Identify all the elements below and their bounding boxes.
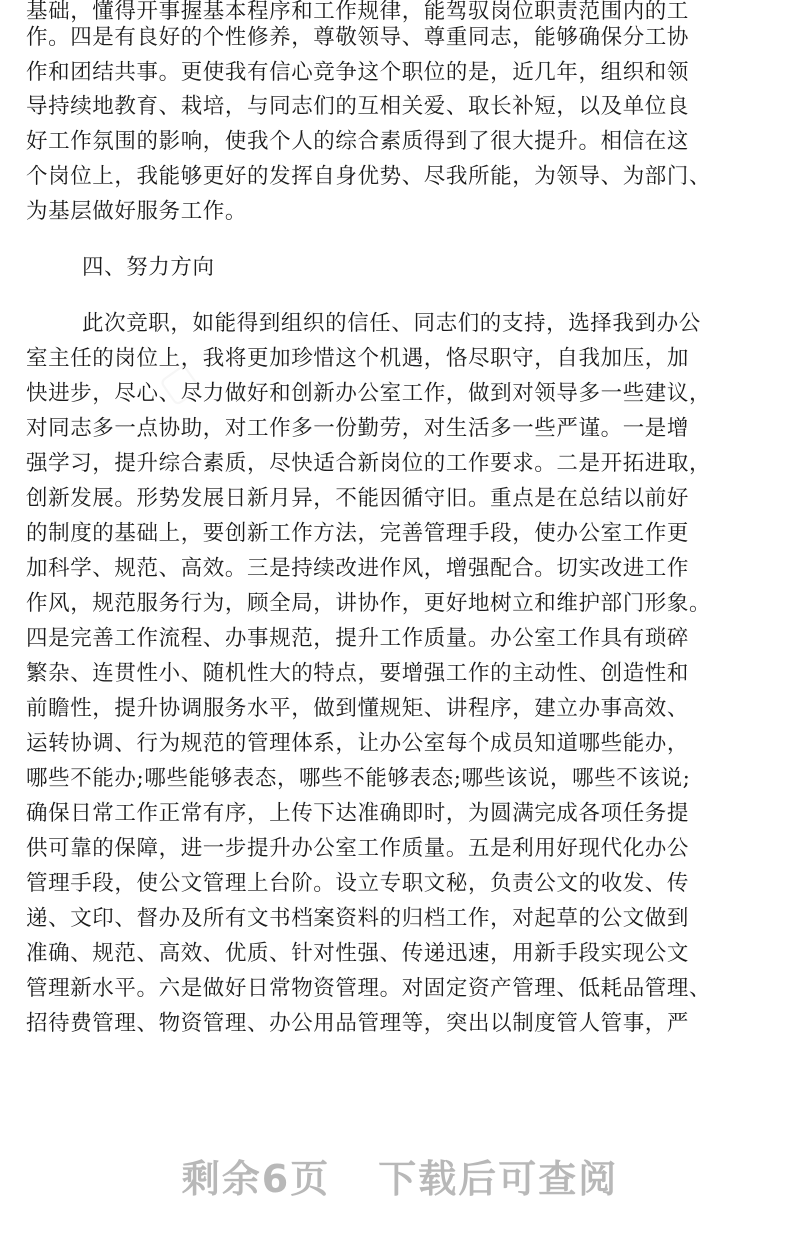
text-line: 作风，规范服务行为，顾全局，讲协作，更好地树立和维护部门形象。 [26,591,712,616]
text-line: 管理新水平。六是做好日常物资管理。对固定资产管理、低耗品管理、 [26,976,712,1001]
section-heading: 四、努力方向 [82,255,215,280]
text-line: 好工作氛围的影响，使我个人的综合素质得到了很大提升。相信在这 [26,129,690,154]
text-line: 确保日常工作正常有序，上传下达准确即时，为圆满完成各项任务提 [26,801,690,826]
text-line: 管理手段，使公文管理上台阶。设立专职文秘，负责公文的收发、传 [26,871,690,896]
text-line: 强学习，提升综合素质，尽快适合新岗位的工作要求。二是开拓进取， [26,451,712,476]
text-line: 作和团结共事。更使我有信心竞争这个职位的是，近几年，组织和领 [26,60,690,85]
text-line: 个岗位上，我能够更好的发挥自身优势、尽我所能，为领导、为部门、 [26,164,712,189]
text-line: 基础，懂得开事握基本程序和工作规律，能驾驭岗位职责范围内的工 [26,0,690,24]
text-line: 递、文印、督办及所有文书档案资料的归档工作，对起草的公文做到 [26,906,690,931]
text-line: 的制度的基础上，要创新工作方法，完善管理手段，使办公室工作更 [26,521,690,546]
download-hint-label: 下载后可查阅 [378,1157,619,1201]
remaining-pages-label: 剩余6页 [181,1157,331,1201]
text-line: 哪些不能办;哪些能够表态，哪些不能够表态;哪些该说，哪些不该说; [26,766,691,791]
text-line: 四是完善工作流程、办事规范，提升工作质量。办公室工作具有琐碎 [26,626,690,651]
text-line: 运转协调、行为规范的管理体系，让办公室每个成员知道哪些能办， [26,731,690,756]
text-line: 此次竞职，如能得到组织的信任、同志们的支持，选择我到办公 [82,311,701,336]
text-line: 招待费管理、物资管理、办公用品管理等，突出以制度管人管事，严 [26,1011,690,1036]
text-line: 对同志多一点协助，对工作多一份勤劳，对生活多一些严谨。一是增 [26,416,690,441]
text-line: 导持续地教育、栽培，与同志们的互相关爱、取长补短，以及单位良 [26,94,690,119]
text-line: 供可靠的保障，进一步提升办公室工作质量。五是利用好现代化办公 [26,836,690,861]
text-line: 加科学、规范、高效。三是持续改进作风，增强配合。切实改进工作 [26,556,690,581]
text-line: 前瞻性，提升协调服务水平，做到懂规矩、讲程序，建立办事高效、 [26,696,690,721]
text-line: 准确、规范、高效、优质、针对性强、传递迅速，用新手段实现公文 [26,941,690,966]
text-line: 快进步，尽心、尽力做好和创新办公室工作，做到对领导多一些建议， [26,381,712,406]
text-line: 为基层做好服务工作。 [26,199,248,224]
text-line: 创新发展。形势发展日新月异，不能因循守旧。重点是在总结以前好 [26,486,690,511]
text-line: 繁杂、连贯性小、随机性大的特点，要增强工作的主动性、创造性和 [26,661,690,686]
text-line: 作。四是有良好的个性修养，尊敬领导、尊重同志，能够确保分工协 [26,25,690,50]
download-prompt[interactable] [0,1148,800,1203]
text-line: 室主任的岗位上，我将更加珍惜这个机遇，恪尽职守，自我加压，加 [26,346,690,371]
